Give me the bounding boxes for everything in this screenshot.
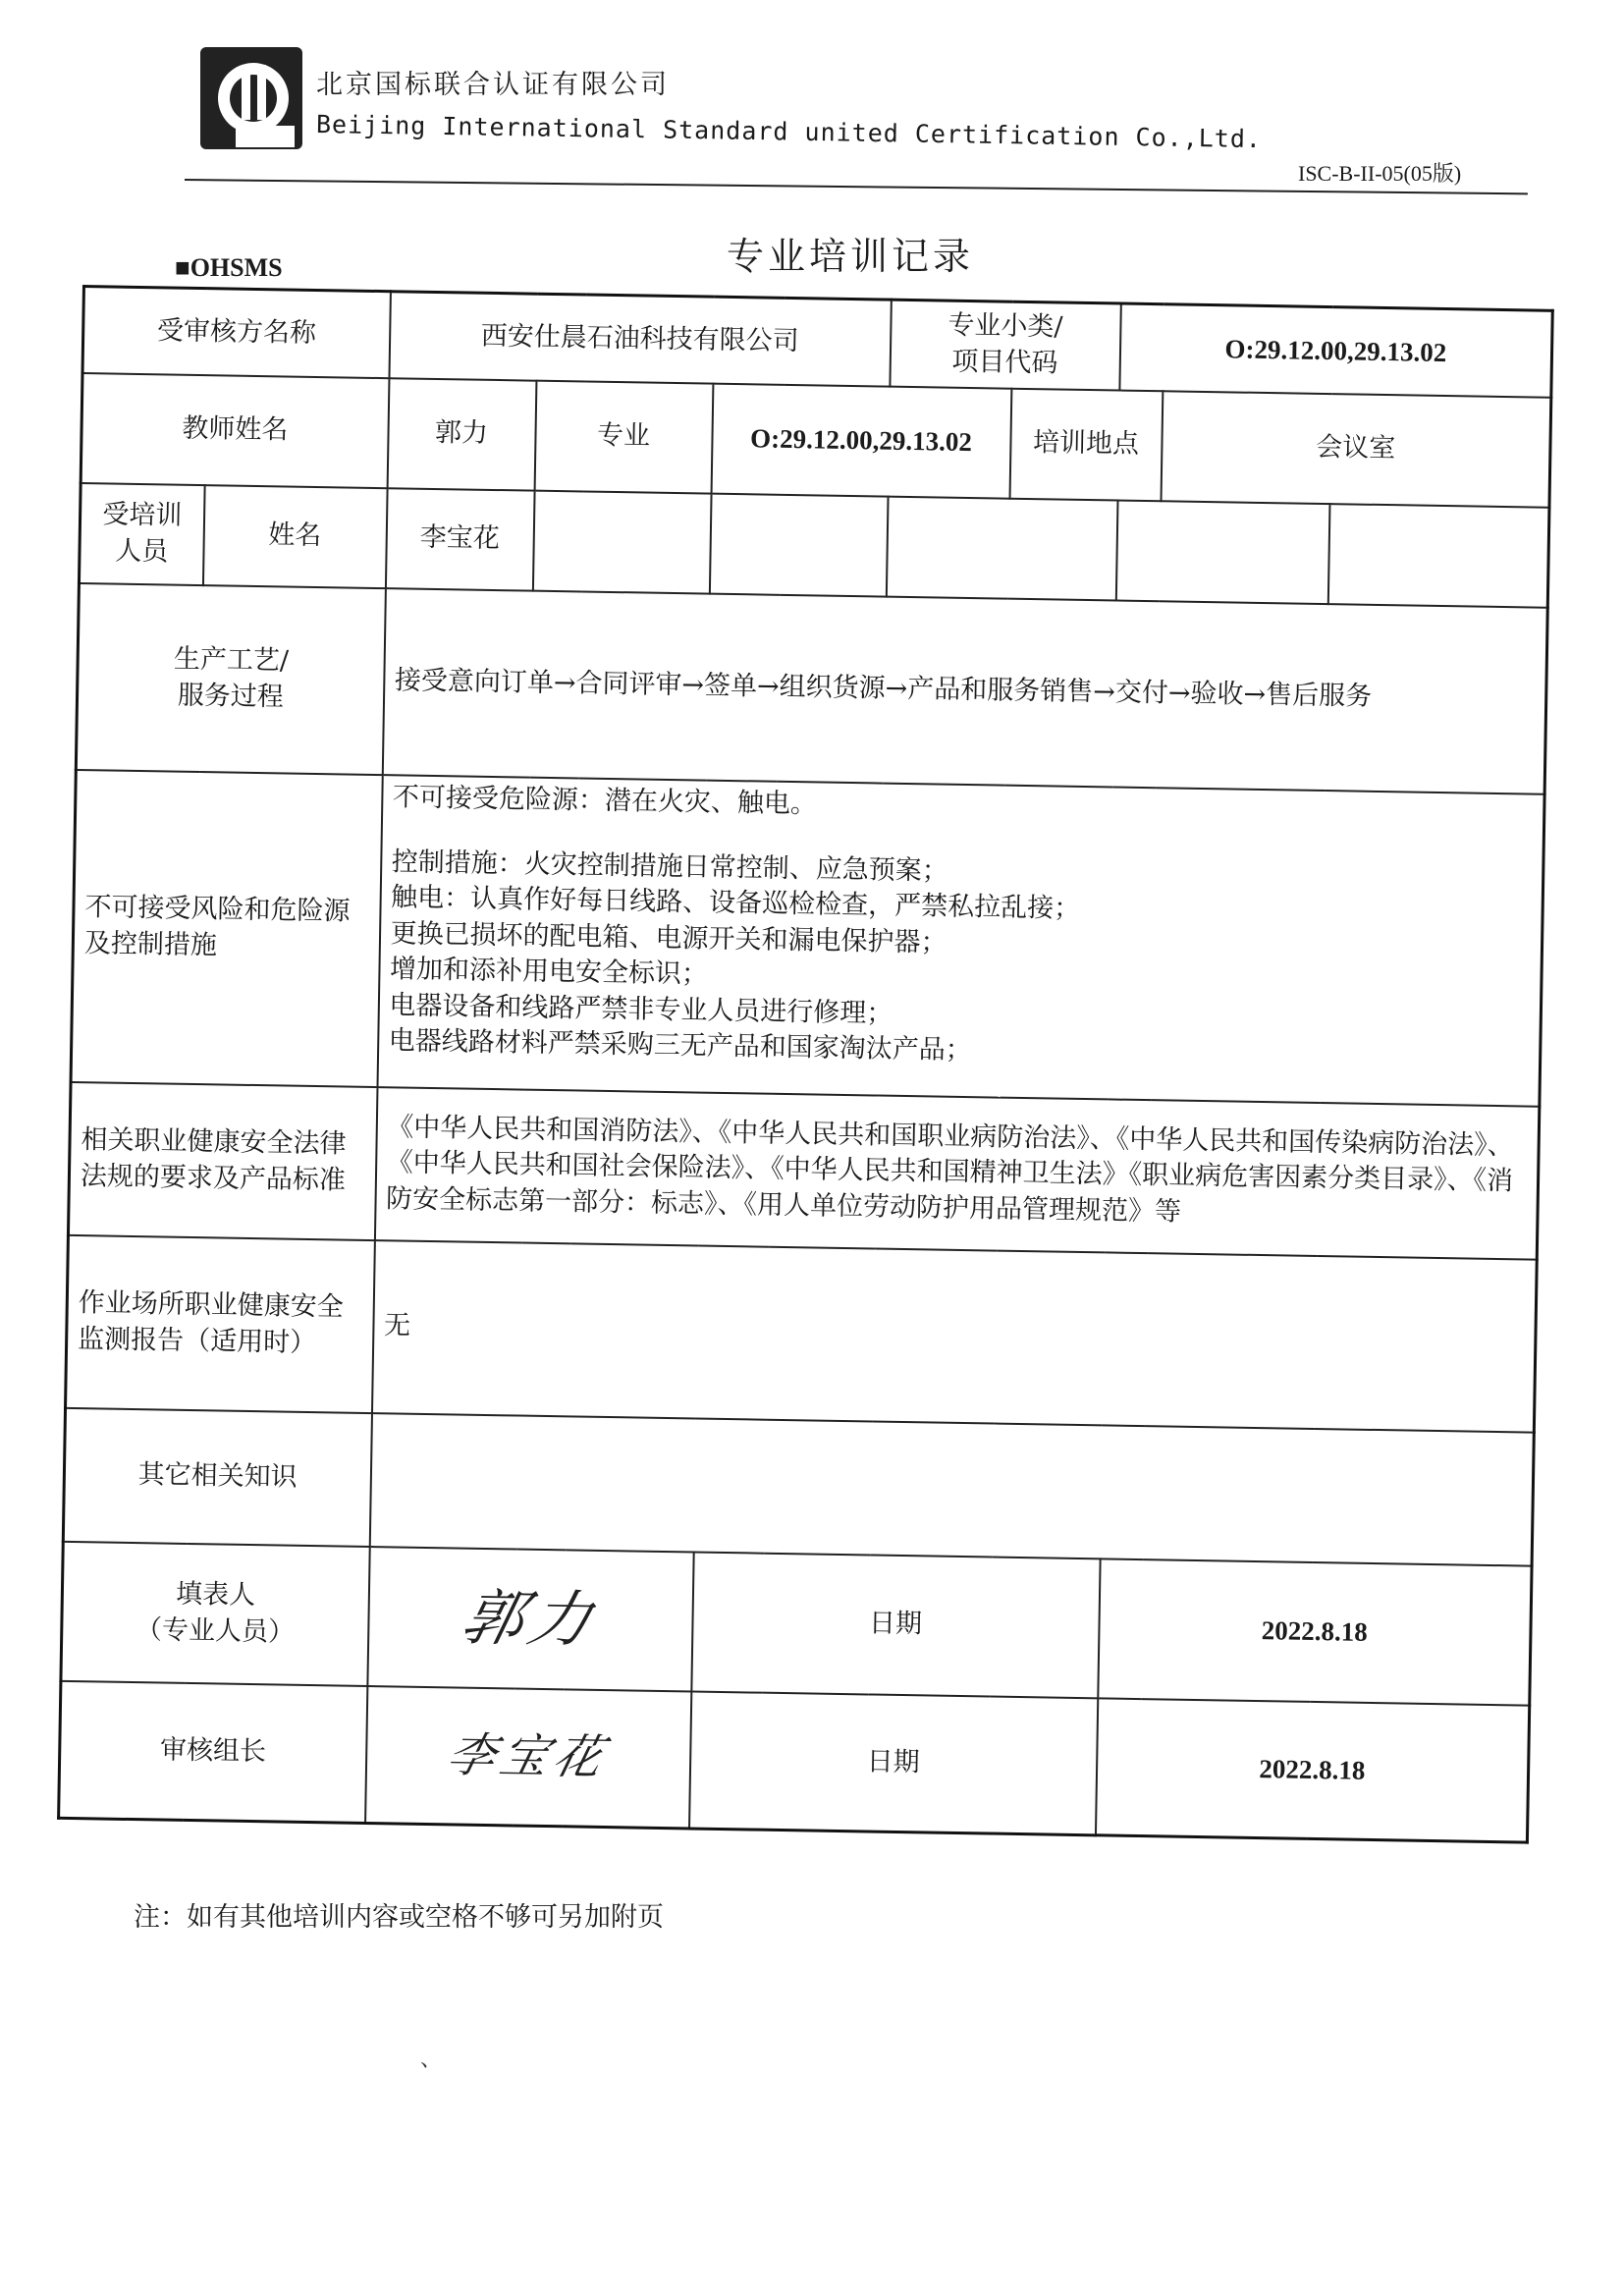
table-row — [71, 769, 1544, 1106]
system-tag: ■OHSMS — [175, 253, 283, 282]
risk-line: 更换已损坏的配电箱、电源开关和漏电保护器； — [390, 918, 947, 958]
process-label-line2: 服务过程 — [177, 680, 285, 712]
document-title: 专业培训记录 — [727, 235, 975, 278]
leader-date-label: 日期 — [689, 1691, 1098, 1835]
process-label — [76, 582, 385, 774]
trainee-label-line1: 受培训 — [102, 499, 183, 531]
risk-label: 不可接受风险和危险源及控制措施 — [71, 769, 382, 1086]
risk-line: 电器设备和线路严禁非专业人员进行修理； — [389, 989, 893, 1029]
risk-line: 控制措施：火灾控制措施日常控制、应急预案； — [391, 847, 948, 887]
teacher-value: 郭力 — [387, 378, 536, 490]
monitor-label: 作业场所职业健康安全监测报告（适用时） — [66, 1234, 375, 1412]
risk-line: 触电：认真作好每日线路、设备巡检检查，严禁私拉乱接； — [390, 882, 1081, 925]
filler-label-line2: （专业人员） — [135, 1613, 296, 1648]
trainee-label-line2: 人员 — [115, 535, 169, 567]
trainee-name-cell — [1327, 504, 1549, 608]
trainee-name-cell — [1115, 500, 1329, 604]
category-label-line2: 项目代码 — [951, 346, 1058, 379]
leader-label: 审核组长 — [59, 1680, 367, 1823]
trainee-name-label: 姓名 — [202, 485, 387, 588]
company-name-cn: 北京国标联合认证有限公司 — [316, 70, 670, 100]
table-row — [63, 1407, 1534, 1565]
table-row — [61, 1541, 1532, 1705]
process-label-line1: 生产工艺/ — [173, 643, 290, 677]
training-record-table — [57, 285, 1551, 1844]
law-value: 《中华人民共和国消防法》、《中华人民共和国职业病防治法》、《中华人民共和国传染病防治法》、《中华人民共和国社会保险法》、《中华人民共和国精神卫生法》《职业病危害因素分类目录》、《消防安全标志第一部分：标志》、《用人单位劳动防护用品管理规范》等 — [374, 1087, 1540, 1260]
major-value: O:29.12.00,29.13.02 — [711, 383, 1011, 498]
company-logo — [196, 43, 306, 153]
table-row — [68, 1081, 1539, 1259]
auditee-value: 西安仕晨石油科技有限公司 — [389, 292, 891, 386]
leader-signature — [365, 1686, 691, 1829]
form-code: ISC-B-II-05(05版) — [1298, 161, 1462, 186]
major-label: 专业 — [534, 380, 713, 493]
risk-content — [377, 775, 1544, 1107]
trainee-name-cell — [709, 493, 888, 596]
trainee-name-cell — [886, 496, 1117, 600]
leader-signature-text: 李宝花 — [442, 1727, 615, 1785]
location-label: 培训地点 — [1009, 388, 1163, 501]
table-row — [66, 1234, 1538, 1432]
category-label — [890, 300, 1120, 390]
footer-note: 注：如有其他培训内容或空格不够可另加附页 — [134, 1902, 664, 1933]
risk-line: 电器线路材料严禁采购三无产品和国家淘汰产品； — [388, 1025, 972, 1066]
filler-date: 2022.8.18 — [1098, 1558, 1532, 1705]
filler-signature — [367, 1547, 693, 1691]
other-value — [369, 1413, 1534, 1566]
leader-date: 2022.8.18 — [1096, 1698, 1530, 1842]
teacher-label: 教师姓名 — [81, 373, 389, 488]
filler-label-line1: 填表人 — [175, 1578, 256, 1612]
location-value: 会议室 — [1161, 391, 1551, 508]
auditee-label: 受审核方名称 — [82, 287, 390, 378]
trainee-name-cell: 李宝花 — [385, 488, 534, 590]
trainee-name-cell — [532, 490, 711, 593]
law-label: 相关职业健康安全法律法规的要求及产品标准 — [68, 1081, 377, 1239]
table-row — [59, 1680, 1530, 1842]
stray-mark: 、 — [420, 2048, 443, 2072]
risk-line: 不可接受危险源：潜在火灾、触电。 — [392, 781, 818, 819]
trainee-label — [79, 482, 204, 584]
category-label-line1: 专业小类/ — [947, 309, 1063, 343]
category-value: O:29.12.00,29.13.02 — [1119, 303, 1552, 397]
filler-signature-text: 郭力 — [455, 1581, 606, 1656]
risk-line: 增加和添补用电安全标识； — [389, 954, 709, 990]
process-value: 接受意向订单→合同评审→签单→组织货源→产品和服务销售→交付→验收→售后服务 — [382, 588, 1547, 794]
monitor-value: 无 — [371, 1240, 1537, 1433]
company-name-en: Beijing International Standard united Certification Co.,Ltd. — [315, 110, 1263, 154]
other-label: 其它相关知识 — [63, 1407, 371, 1546]
table-row — [76, 582, 1547, 793]
filler-date-label: 日期 — [691, 1552, 1100, 1698]
filler-label — [61, 1541, 369, 1685]
